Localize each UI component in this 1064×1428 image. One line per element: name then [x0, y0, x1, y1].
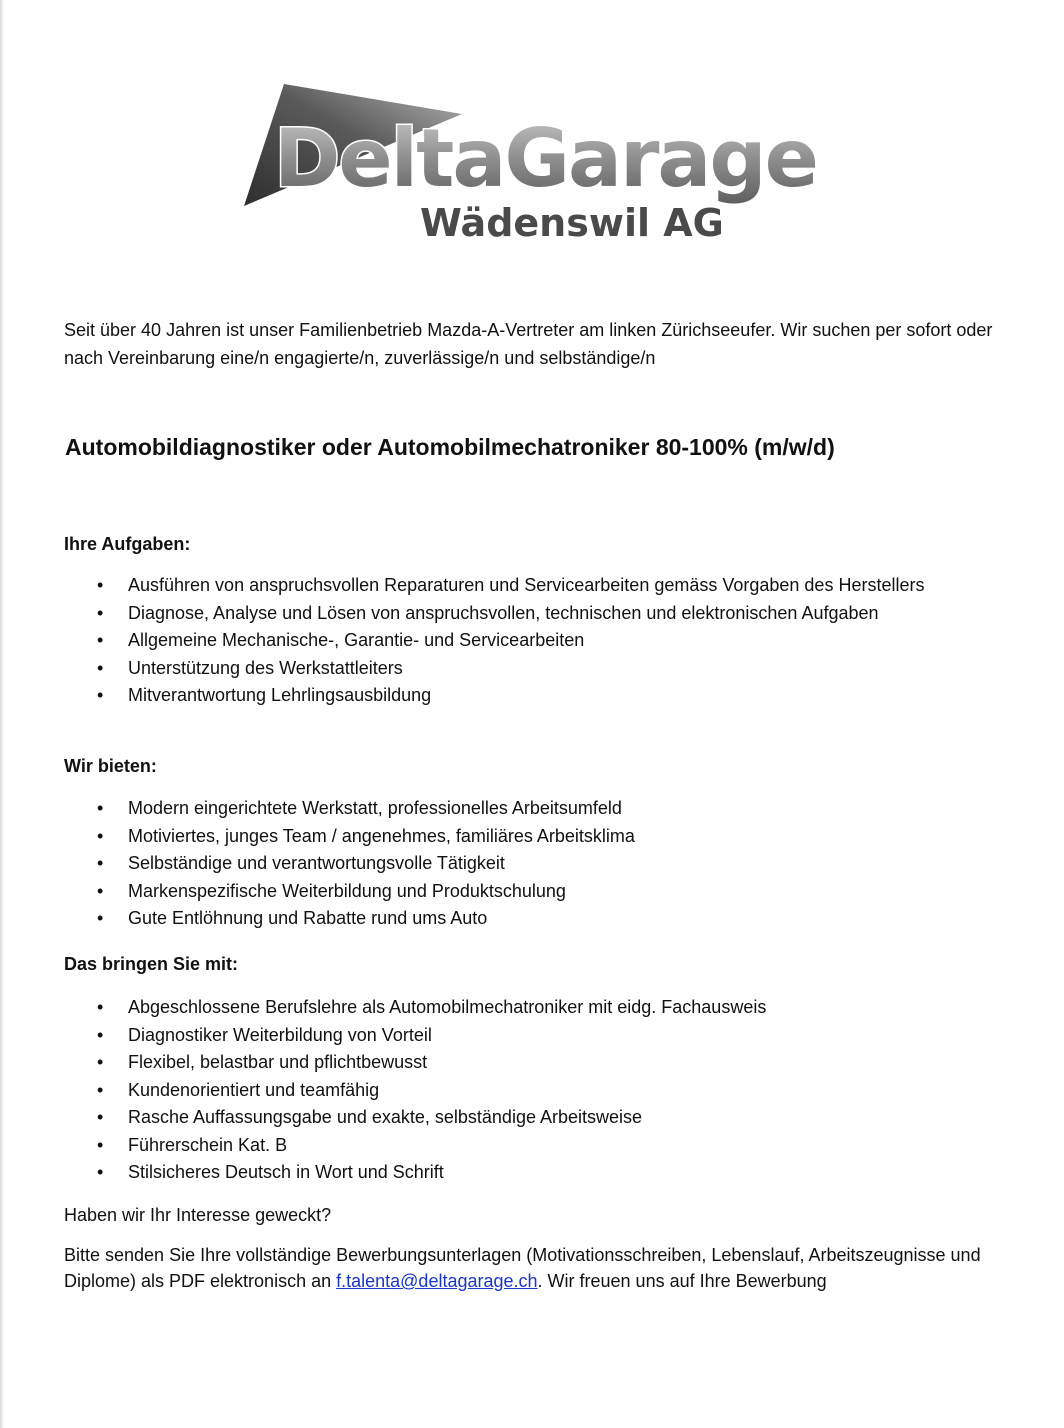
bullet-icon: •: [97, 825, 104, 846]
list-item: • Kundenorientiert und teamfähig: [64, 1077, 1004, 1105]
list-item: • Unterstützung des Werkstattleiters: [64, 655, 1004, 683]
job-posting: [64, 316, 1004, 1291]
bullet-icon: •: [97, 1079, 104, 1100]
bullet-icon: •: [97, 575, 104, 595]
bullet-icon: •: [97, 1107, 104, 1127]
list-item: • Flexibel, belastbar und pflichtbewusst: [64, 1049, 1004, 1077]
task-list: [64, 572, 1004, 710]
list-item: • Mitverantwortung Lehrlingsausbildung: [64, 682, 1004, 710]
section-heading: Ihre Aufgaben:: [64, 534, 191, 554]
list-item: • Markenspezifische Weiterbildung und Produktschulung: [64, 878, 1004, 906]
intro-text: Seit über 40 Jahren ist unser Familienbetrieb Mazda-A-Vertreter am linken Zürichseeufer. Wir suchen per sofort oder nach Vereinbarung eine/n engagierte/n, zuverlässige/n und selbständige/n: [64, 320, 993, 368]
bullet-icon: •: [97, 880, 104, 901]
section-requirements: [64, 952, 1004, 1187]
list-item: • Gute Entlöhnung und Rabatte rund ums Auto: [64, 905, 1004, 933]
bullet-icon: •: [97, 1134, 104, 1155]
list-item: • Diagnostiker Weiterbildung von Vorteil: [64, 1022, 1004, 1050]
company-logo: [240, 80, 820, 250]
job-title: Automobildiagnostiker oder Automobilmechatroniker 80-100% (m/w/d): [65, 434, 835, 460]
email-link[interactable]: f.talenta@deltagarage.ch: [336, 1271, 538, 1291]
bullet-icon: •: [97, 798, 104, 818]
bullet-icon: •: [97, 908, 104, 928]
logo-brand-delta: Delta: [274, 112, 505, 205]
logo-subtitle: Wädenswil AG: [420, 201, 724, 245]
bullet-icon: •: [97, 657, 104, 678]
bullet-icon: •: [97, 685, 104, 705]
bullet-icon: •: [97, 1024, 104, 1045]
closing-question: Haben wir Ihr Interesse geweckt?: [64, 1205, 332, 1225]
svg-text:DeltaGarage: [274, 112, 817, 205]
bullet-icon: •: [97, 1162, 104, 1182]
closing: [64, 1202, 1004, 1294]
section-heading: Das bringen Sie mit:: [64, 954, 239, 974]
list-item: • Rasche Auffassungsgabe und exakte, selbständige Arbeitsweise: [64, 1104, 1004, 1132]
bullet-icon: •: [97, 602, 104, 623]
bullet-icon: •: [97, 630, 104, 650]
requirements-list: [64, 994, 1004, 1187]
page-edge: [0, 0, 4, 1428]
list-item: • Ausführen von anspruchsvollen Reparaturen und Servicearbeiten gemäss Vorgaben des Herstellers: [64, 572, 1004, 600]
list-item: • Diagnose, Analyse und Lösen von anspruchsvollen, technischen und elektronischen Aufgaben: [64, 600, 1004, 628]
list-item: • Motiviertes, junges Team / angenehmes, familiäres Arbeitsklima: [64, 823, 1004, 851]
list-item: • Modern eingerichtete Werkstatt, professionelles Arbeitsumfeld: [64, 795, 1004, 823]
logo-brand-garage: Garage: [504, 112, 817, 205]
bullet-icon: •: [97, 997, 104, 1017]
section-heading: Wir bieten:: [64, 756, 157, 776]
offer-list: [64, 795, 1004, 933]
closing-text: Bitte senden Sie Ihre vollständige Bewerbungsunterlagen (Motivationsschreiben, Lebenslauf, Arbeitszeugnisse und Diplome) als PDF elektronisch an f.talenta@deltagarage.ch. Wir freuen uns auf Ihre Bewerbung: [64, 1245, 981, 1291]
list-item: • Allgemeine Mechanische-, Garantie- und Servicearbeiten: [64, 627, 1004, 655]
list-item: • Stilsicheres Deutsch in Wort und Schrift: [64, 1159, 1004, 1187]
bullet-icon: •: [97, 853, 104, 873]
list-item: • Führerschein Kat. B: [64, 1132, 1004, 1160]
section-tasks: [64, 532, 1004, 710]
bullet-icon: •: [97, 1052, 104, 1072]
list-item: • Abgeschlossene Berufslehre als Automobilmechatroniker mit eidg. Fachausweis: [64, 994, 1004, 1022]
section-offer: [64, 754, 1004, 933]
list-item: • Selbständige und verantwortungsvolle Tätigkeit: [64, 850, 1004, 878]
